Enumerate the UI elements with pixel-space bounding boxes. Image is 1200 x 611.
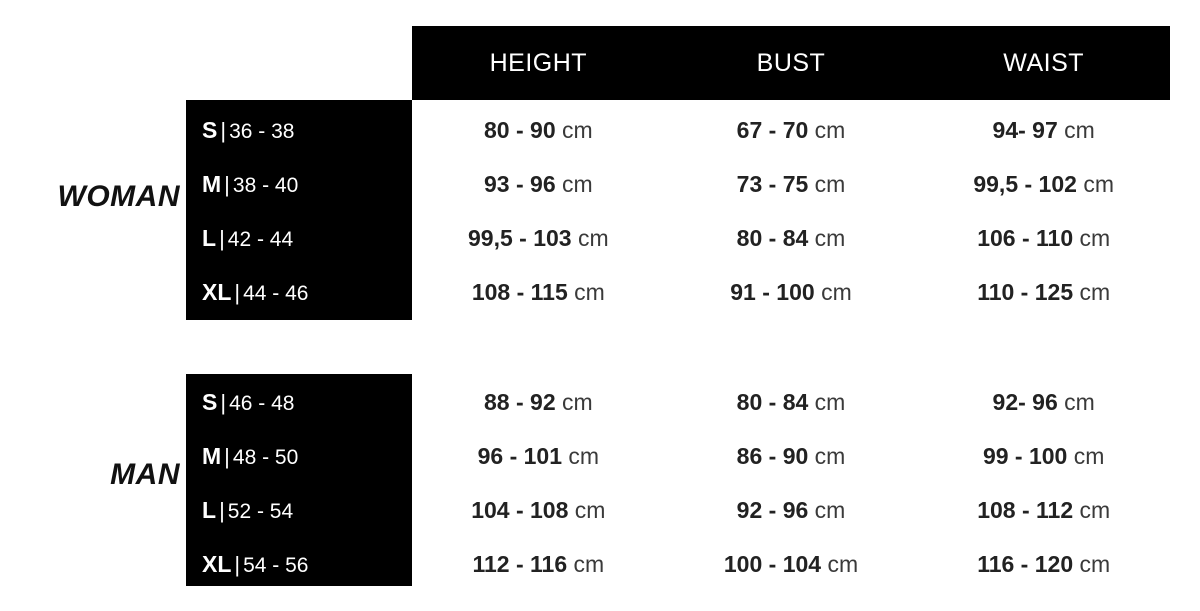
group-label-man: MAN bbox=[110, 458, 180, 491]
measure-value: 96 - 101 bbox=[477, 443, 562, 469]
measure-value: 80 - 84 bbox=[736, 225, 809, 251]
measure-unit: cm bbox=[814, 443, 846, 469]
measure-value: 91 - 100 bbox=[730, 279, 815, 305]
size-separator: | bbox=[234, 552, 241, 577]
measure-value: 116 - 120 bbox=[977, 551, 1074, 577]
size-range: 54 - 56 bbox=[243, 554, 309, 577]
measure-unit: cm bbox=[1079, 225, 1111, 251]
measure-unit: cm bbox=[562, 389, 593, 415]
size-code: M bbox=[202, 443, 222, 469]
size-range: 38 - 40 bbox=[232, 174, 299, 197]
measure-unit: cm bbox=[821, 279, 852, 305]
measure-unit: cm bbox=[1073, 443, 1105, 469]
column-header-bust: BUST bbox=[756, 48, 826, 77]
size-code: S bbox=[202, 117, 218, 143]
measure-unit: cm bbox=[577, 225, 609, 251]
size-range: 48 - 50 bbox=[232, 446, 299, 469]
measure-unit: cm bbox=[814, 497, 846, 523]
size-cell bbox=[186, 225, 412, 252]
table-row bbox=[186, 537, 1170, 592]
size-cell bbox=[186, 171, 412, 198]
measure-unit: cm bbox=[1083, 171, 1114, 197]
measure-unit: cm bbox=[814, 171, 846, 197]
size-code: S bbox=[202, 389, 218, 415]
table-row bbox=[186, 211, 1170, 266]
table-row bbox=[186, 265, 1170, 320]
size-separator: | bbox=[219, 226, 225, 251]
measure-value: 99,5 - 103 bbox=[468, 225, 572, 251]
size-separator: | bbox=[220, 118, 227, 143]
measure-waist bbox=[917, 389, 1170, 416]
measure-value: 112 - 116 bbox=[472, 551, 568, 577]
measure-unit: cm bbox=[568, 443, 600, 469]
measure-value: 110 - 125 bbox=[977, 279, 1074, 305]
measure-height bbox=[412, 117, 665, 144]
table-row bbox=[186, 483, 1170, 538]
measure-unit: cm bbox=[1079, 497, 1111, 523]
measure-waist bbox=[917, 551, 1170, 578]
size-code: L bbox=[202, 225, 217, 251]
measure-waist bbox=[917, 443, 1170, 470]
measure-bust bbox=[665, 279, 918, 306]
measure-waist bbox=[917, 117, 1170, 144]
measure-height bbox=[412, 389, 665, 416]
measure-waist bbox=[917, 225, 1170, 252]
measure-value: 106 - 110 bbox=[977, 225, 1074, 251]
measure-waist bbox=[917, 497, 1170, 524]
measure-unit: cm bbox=[573, 551, 605, 577]
measure-height bbox=[412, 171, 665, 198]
size-cell bbox=[186, 551, 412, 578]
measure-unit: cm bbox=[1079, 551, 1111, 577]
measure-value: 92- 96 bbox=[992, 389, 1058, 415]
size-range: 52 - 54 bbox=[227, 500, 294, 523]
size-range: 44 - 46 bbox=[243, 282, 309, 305]
measure-value: 86 - 90 bbox=[736, 443, 809, 469]
measure-unit: cm bbox=[814, 225, 846, 251]
measure-waist bbox=[917, 171, 1170, 198]
measure-unit: cm bbox=[562, 171, 593, 197]
measure-height bbox=[412, 279, 665, 306]
measure-height bbox=[412, 443, 665, 470]
measure-value: 80 - 84 bbox=[736, 389, 809, 415]
size-code: XL bbox=[202, 279, 232, 305]
measure-value: 80 - 90 bbox=[484, 117, 556, 143]
size-code: M bbox=[202, 171, 222, 197]
column-header-height: HEIGHT bbox=[489, 48, 588, 77]
measure-value: 99,5 - 102 bbox=[973, 171, 1077, 197]
measure-value: 73 - 75 bbox=[736, 171, 809, 197]
size-separator: | bbox=[219, 498, 225, 523]
measure-value: 104 - 108 bbox=[471, 497, 569, 523]
size-code: XL bbox=[202, 551, 232, 577]
measure-unit: cm bbox=[1064, 389, 1095, 415]
measure-bust bbox=[665, 117, 918, 144]
size-cell bbox=[186, 279, 412, 306]
measure-unit: cm bbox=[1079, 279, 1111, 305]
table-header-row bbox=[412, 26, 1170, 100]
measure-value: 88 - 92 bbox=[484, 389, 556, 415]
table-row bbox=[186, 103, 1170, 158]
size-code: L bbox=[202, 497, 217, 523]
size-range: 46 - 48 bbox=[229, 392, 295, 415]
measure-bust bbox=[665, 443, 918, 470]
measure-value: 99 - 100 bbox=[982, 443, 1068, 469]
measure-value: 67 - 70 bbox=[736, 117, 809, 143]
measure-unit: cm bbox=[814, 117, 846, 143]
size-separator: | bbox=[234, 280, 241, 305]
size-separator: | bbox=[220, 390, 227, 415]
measure-value: 93 - 96 bbox=[484, 171, 556, 197]
measure-bust bbox=[665, 171, 918, 198]
measure-value: 108 - 112 bbox=[977, 497, 1074, 523]
measure-waist bbox=[917, 279, 1170, 306]
measure-height bbox=[412, 225, 665, 252]
measure-unit: cm bbox=[562, 117, 593, 143]
measure-bust bbox=[665, 389, 918, 416]
measure-height bbox=[412, 551, 665, 578]
measure-bust bbox=[665, 551, 918, 578]
measure-bust bbox=[665, 497, 918, 524]
column-header-waist: WAIST bbox=[1003, 48, 1085, 77]
size-cell bbox=[186, 117, 412, 144]
size-cell bbox=[186, 443, 412, 470]
group-label-woman: WOMAN bbox=[57, 180, 180, 213]
size-cell bbox=[186, 389, 412, 416]
measure-value: 92 - 96 bbox=[736, 497, 809, 523]
measure-unit: cm bbox=[574, 497, 606, 523]
size-range: 36 - 38 bbox=[229, 120, 295, 143]
table-row bbox=[186, 375, 1170, 430]
measure-unit: cm bbox=[814, 389, 846, 415]
measure-value: 94- 97 bbox=[992, 117, 1058, 143]
measure-height bbox=[412, 497, 665, 524]
measure-unit: cm bbox=[574, 279, 605, 305]
table-row bbox=[186, 157, 1170, 212]
measure-value: 100 - 104 bbox=[723, 551, 822, 577]
size-cell bbox=[186, 497, 412, 524]
measure-unit: cm bbox=[1064, 117, 1095, 143]
table-row bbox=[186, 429, 1170, 484]
size-separator: | bbox=[224, 444, 230, 469]
size-separator: | bbox=[224, 172, 230, 197]
measure-bust bbox=[665, 225, 918, 252]
measure-value: 108 - 115 bbox=[471, 279, 568, 305]
size-range: 42 - 44 bbox=[227, 228, 294, 251]
measure-unit: cm bbox=[827, 551, 859, 577]
